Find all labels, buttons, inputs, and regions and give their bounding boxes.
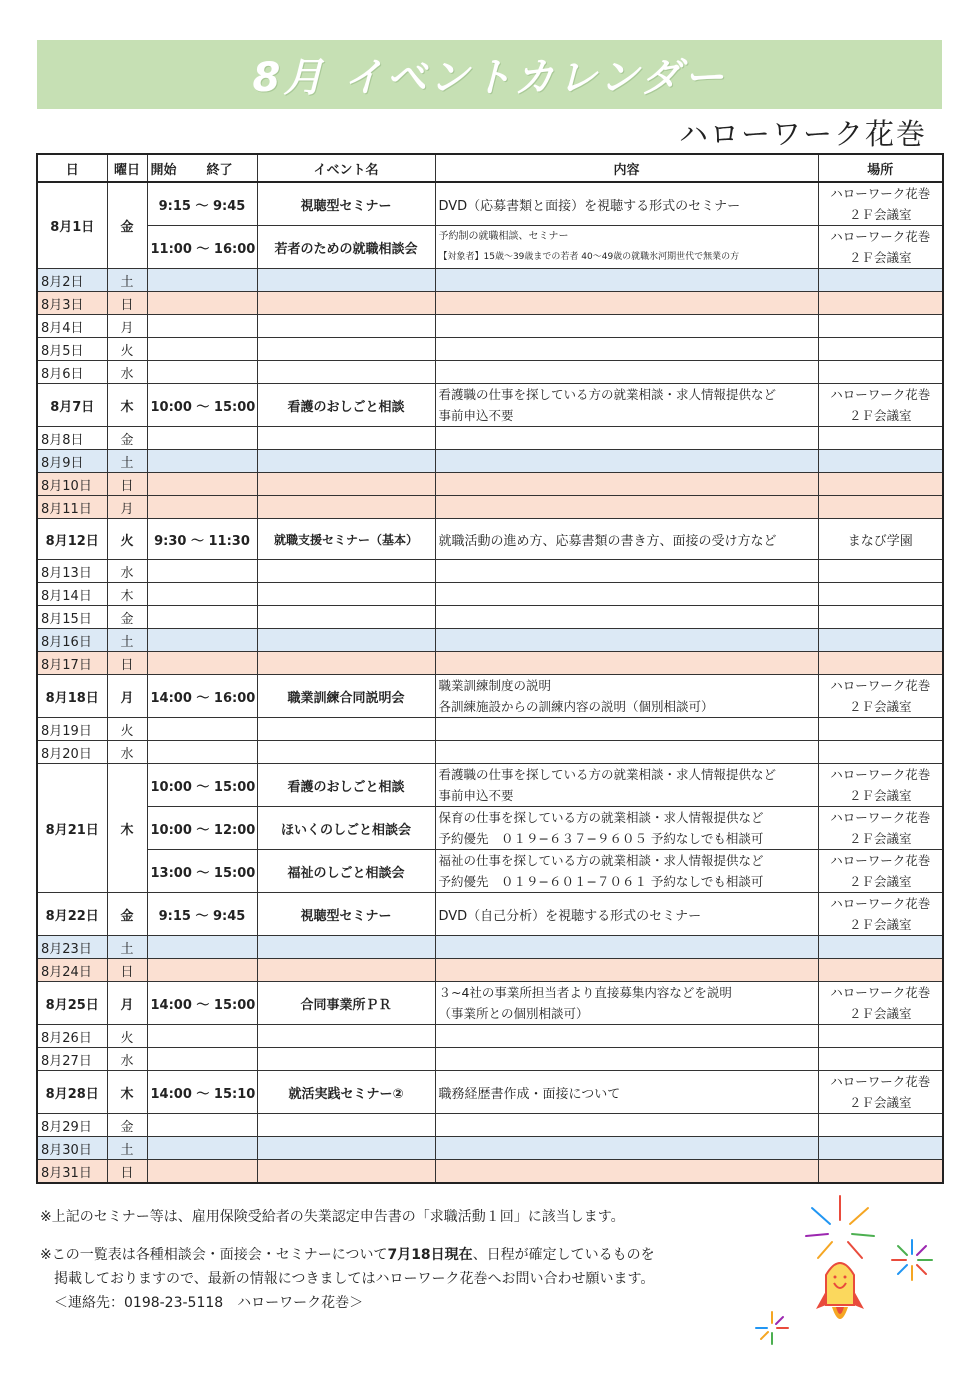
note-3: 掲載しておりますので、最新の情報につきましてはハローワーク花巻へお問い合わせ願います。	[54, 1271, 655, 1287]
table-row: 8月10日 日	[37, 473, 943, 496]
table-row: 8月30日 土	[37, 1137, 943, 1160]
table-row: 8月28日 木 14:00 〜 15:10 就活実践セミナー② 職務経歴書作成・面接について ハローワーク花巻 ２Ｆ会議室	[37, 1071, 943, 1114]
col-time: 開始 終了	[147, 154, 257, 182]
table-row: 8月18日 月 14:00 〜 16:00 職業訓練合同説明会 職業訓練制度の説明 各訓練施設からの訓練内容の説明（個別相談可） ハローワーク花巻 ２Ｆ会議室	[37, 675, 943, 718]
table-row: 8月21日 木 10:00 〜 15:00 看護のおしごと相談 看護職の仕事を探している方の就業相談・求人情報提供など 事前申込不要 ハローワーク花巻 ２Ｆ会議室	[37, 764, 943, 807]
table-row: 8月16日 土	[37, 629, 943, 652]
table-row: 8月26日 火	[37, 1025, 943, 1048]
office-name: ハローワーク花巻	[678, 117, 927, 151]
table-row: 8月3日 日	[37, 292, 943, 315]
table-row: 8月27日 水	[37, 1048, 943, 1071]
table-row: 11:00 〜 16:00 若者のための就職相談会 予約制の就職相談、セミナー 【対象者】15歳〜39歳までの若者 40〜49歳の就職氷河期世代で無業の方 ハローワーク花巻 ２Ｆ会議室	[37, 226, 943, 269]
table-row: 8月19日 火	[37, 718, 943, 741]
title-banner	[37, 40, 942, 109]
table-row: 8月24日 日	[37, 959, 943, 982]
table-row: 13:00 〜 15:00 福祉のしごと相談会 福祉の仕事を探している方の就業相談・求人情報提供など 予約優先 ０１９−６０１−７０６１ 予約なしでも相談可 ハローワーク花巻 ２Ｆ会議室	[37, 850, 943, 893]
note-1: ※上記のセミナー等は、雇用保険受給者の失業認定申告書の「求職活動１回」に該当します。	[40, 1209, 625, 1225]
footnotes	[40, 1205, 655, 1315]
table-row: 8月8日 金	[37, 427, 943, 450]
table-row: 8月15日 金	[37, 606, 943, 629]
table-row: 8月22日 金 9:15 〜 9:45 視聴型セミナー DVD（自己分析）を視聴する形式のセミナー ハローワーク花巻 ２Ｆ会議室	[37, 893, 943, 936]
col-content: 内容	[435, 154, 818, 182]
table-row: 8月5日 火	[37, 338, 943, 361]
table-row: 8月9日 土	[37, 450, 943, 473]
table-row: 8月11日 月	[37, 496, 943, 519]
rocket-fireworks-icon	[750, 1190, 950, 1370]
col-event: イベント名	[257, 154, 435, 182]
table-row: 8月2日 土	[37, 269, 943, 292]
table-row: 8月20日 水	[37, 741, 943, 764]
table-row: 8月6日 水	[37, 361, 943, 384]
table-row: 8月1日 金 9:15 〜 9:45 視聴型セミナー DVD（応募書類と面接）を視聴する形式のセミナー ハローワーク花巻 ２Ｆ会議室	[37, 182, 943, 226]
table-row: 8月29日 金	[37, 1114, 943, 1137]
table-row: 8月7日 木 10:00 〜 15:00 看護のおしごと相談 看護職の仕事を探している方の就業相談・求人情報提供など 事前申込不要 ハローワーク花巻 ２Ｆ会議室	[37, 384, 943, 427]
table-row: 10:00 〜 12:00 ほいくのしごと相談会 保育の仕事を探している方の就業相談・求人情報提供など 予約優先 ０１９−６３７−９６０５ 予約なしでも相談可 ハローワーク花巻 ２Ｆ会議室	[37, 807, 943, 850]
col-date: 日	[37, 154, 107, 182]
table-row: 8月13日 水	[37, 560, 943, 583]
table-row: 8月14日 木	[37, 583, 943, 606]
page-title: 8月 イベントカレンダー	[252, 55, 727, 101]
table-row: 8月12日 火 9:30 〜 11:30 就職支援セミナー（基本） 就職活動の進め方、応募書類の書き方、面接の受け方など まなび学園	[37, 519, 943, 560]
table-row: 8月4日 月	[37, 315, 943, 338]
table-row: 8月23日 土	[37, 936, 943, 959]
contact-info: ＜連絡先：0198-23-5118 ハローワーク花巻＞	[54, 1295, 364, 1311]
event-calendar-table	[36, 153, 944, 1184]
col-place: 場所	[818, 154, 943, 182]
note-2: ※この一覧表は各種相談会・面接会・セミナーについて7月18日現在、日程が確定しているものを	[40, 1247, 655, 1263]
table-header-row	[37, 154, 943, 182]
table-row: 8月25日 月 14:00 〜 15:00 合同事業所ＰＲ ３~4社の事業所担当者より直接募集内容などを説明 （事業所との個別相談可） ハローワーク花巻 ２Ｆ会議室	[37, 982, 943, 1025]
col-dow: 曜日	[107, 154, 147, 182]
table-row: 8月17日 日	[37, 652, 943, 675]
table-row: 8月31日 日	[37, 1160, 943, 1184]
